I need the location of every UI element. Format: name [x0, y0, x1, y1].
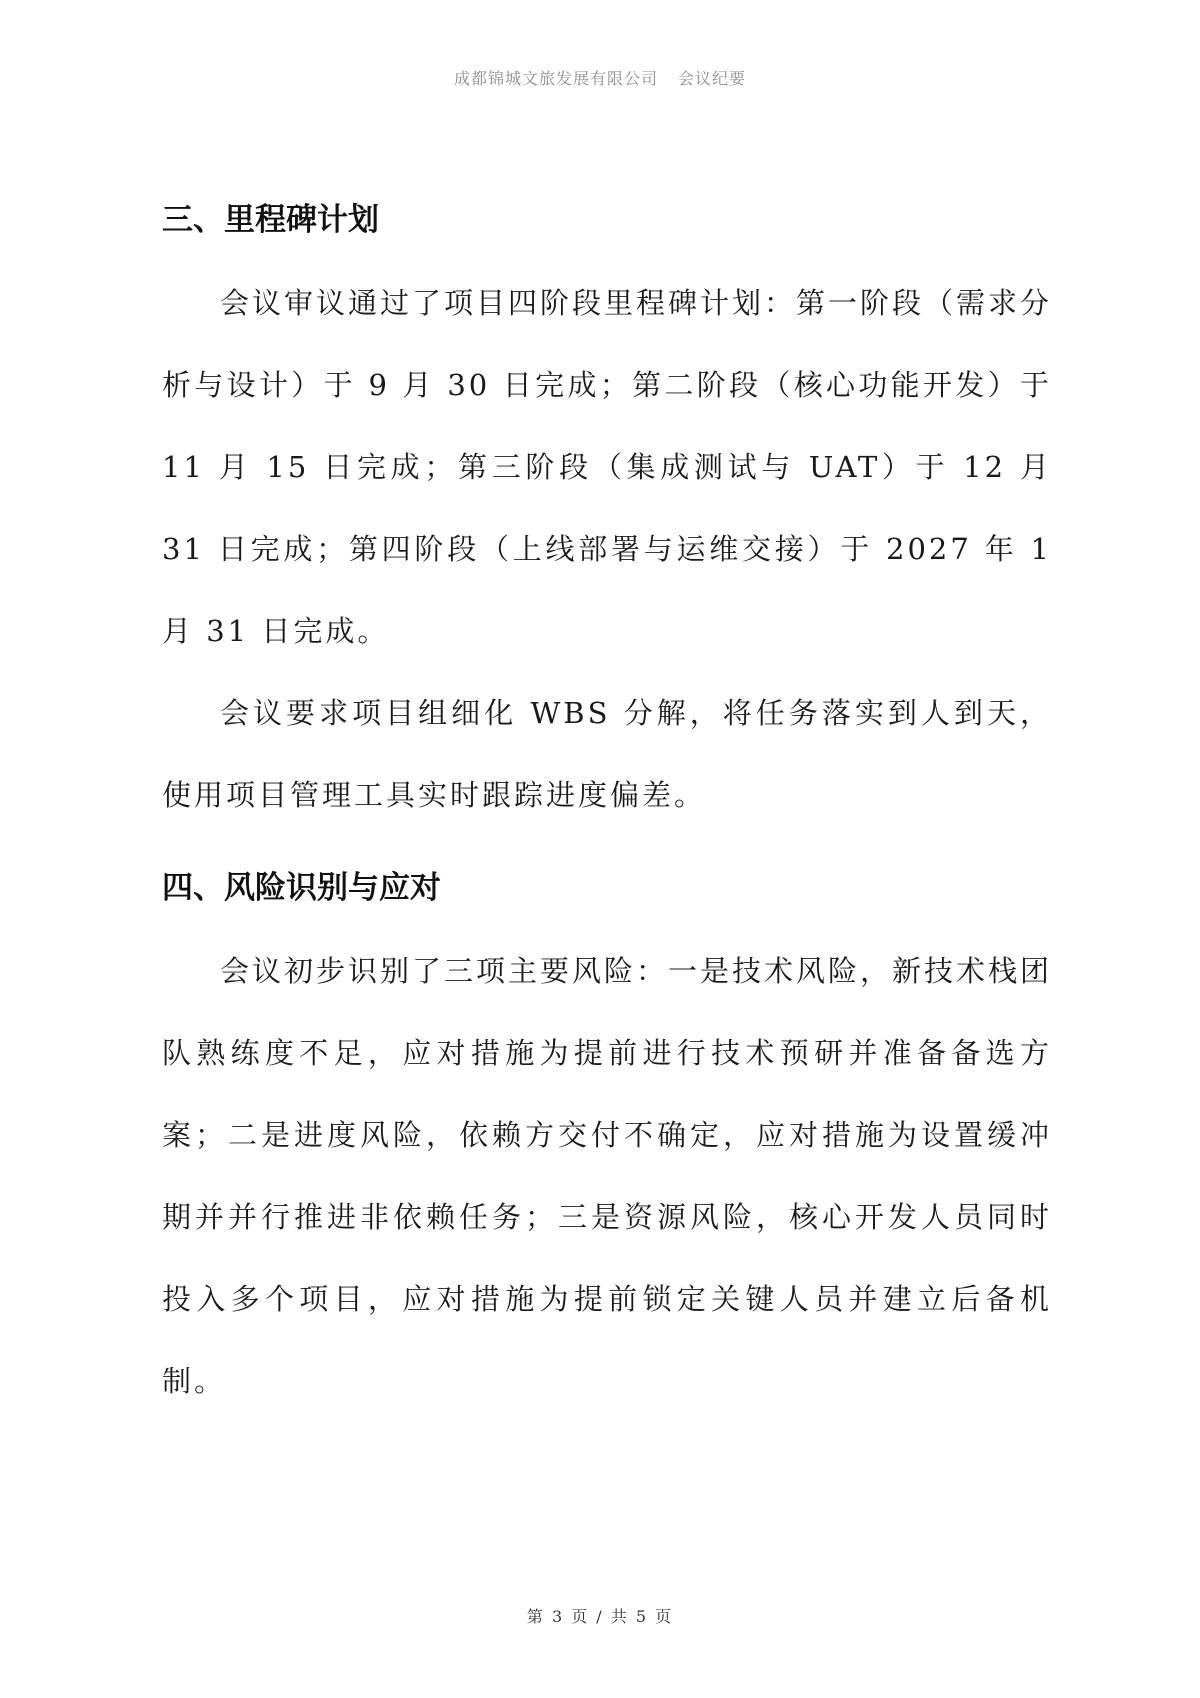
paragraph-milestone-plan: 会议审议通过了项目四阶段里程碑计划：第一阶段（需求分析与设计）于 9 月 30 日完成；第二阶段（核心功能开发）于 11 月 15 日完成；第三阶段（集成测试与 UAT）于 12 月 31 日完成；第四阶段（上线部署与运维交接）于 2027 年 1 月 31 日完成。 — [162, 286, 1053, 648]
page-header — [0, 66, 1200, 89]
section-title-risks: 四、风险识别与应对 — [162, 870, 441, 906]
document-body — [162, 200, 1052, 1422]
header-company: 成都锦城文旅发展有限公司 — [453, 69, 658, 88]
header-doc-type: 会议纪要 — [678, 69, 747, 88]
paragraph-risk-identification: 会议初步识别了三项主要风险：一是技术风险，新技术栈团队熟练度不足，应对措施为提前进行技术预研并准备备选方案；二是进度风险，依赖方交付不确定，应对措施为设置缓冲期并并行推进非依赖任务；三是资源风险，核心开发人员同时投入多个项目，应对措施为提前锁定关键人员并建立后备机制。 — [162, 954, 1053, 1398]
paragraph-wbs-requirement: 会议要求项目组细化 WBS 分解，将任务落实到人到天，使用项目管理工具实时跟踪进度偏差。 — [162, 696, 1052, 812]
section-title-milestones: 三、里程碑计划 — [162, 202, 379, 238]
page-number: 第 3 页 / 共 5 页 — [526, 1607, 674, 1626]
